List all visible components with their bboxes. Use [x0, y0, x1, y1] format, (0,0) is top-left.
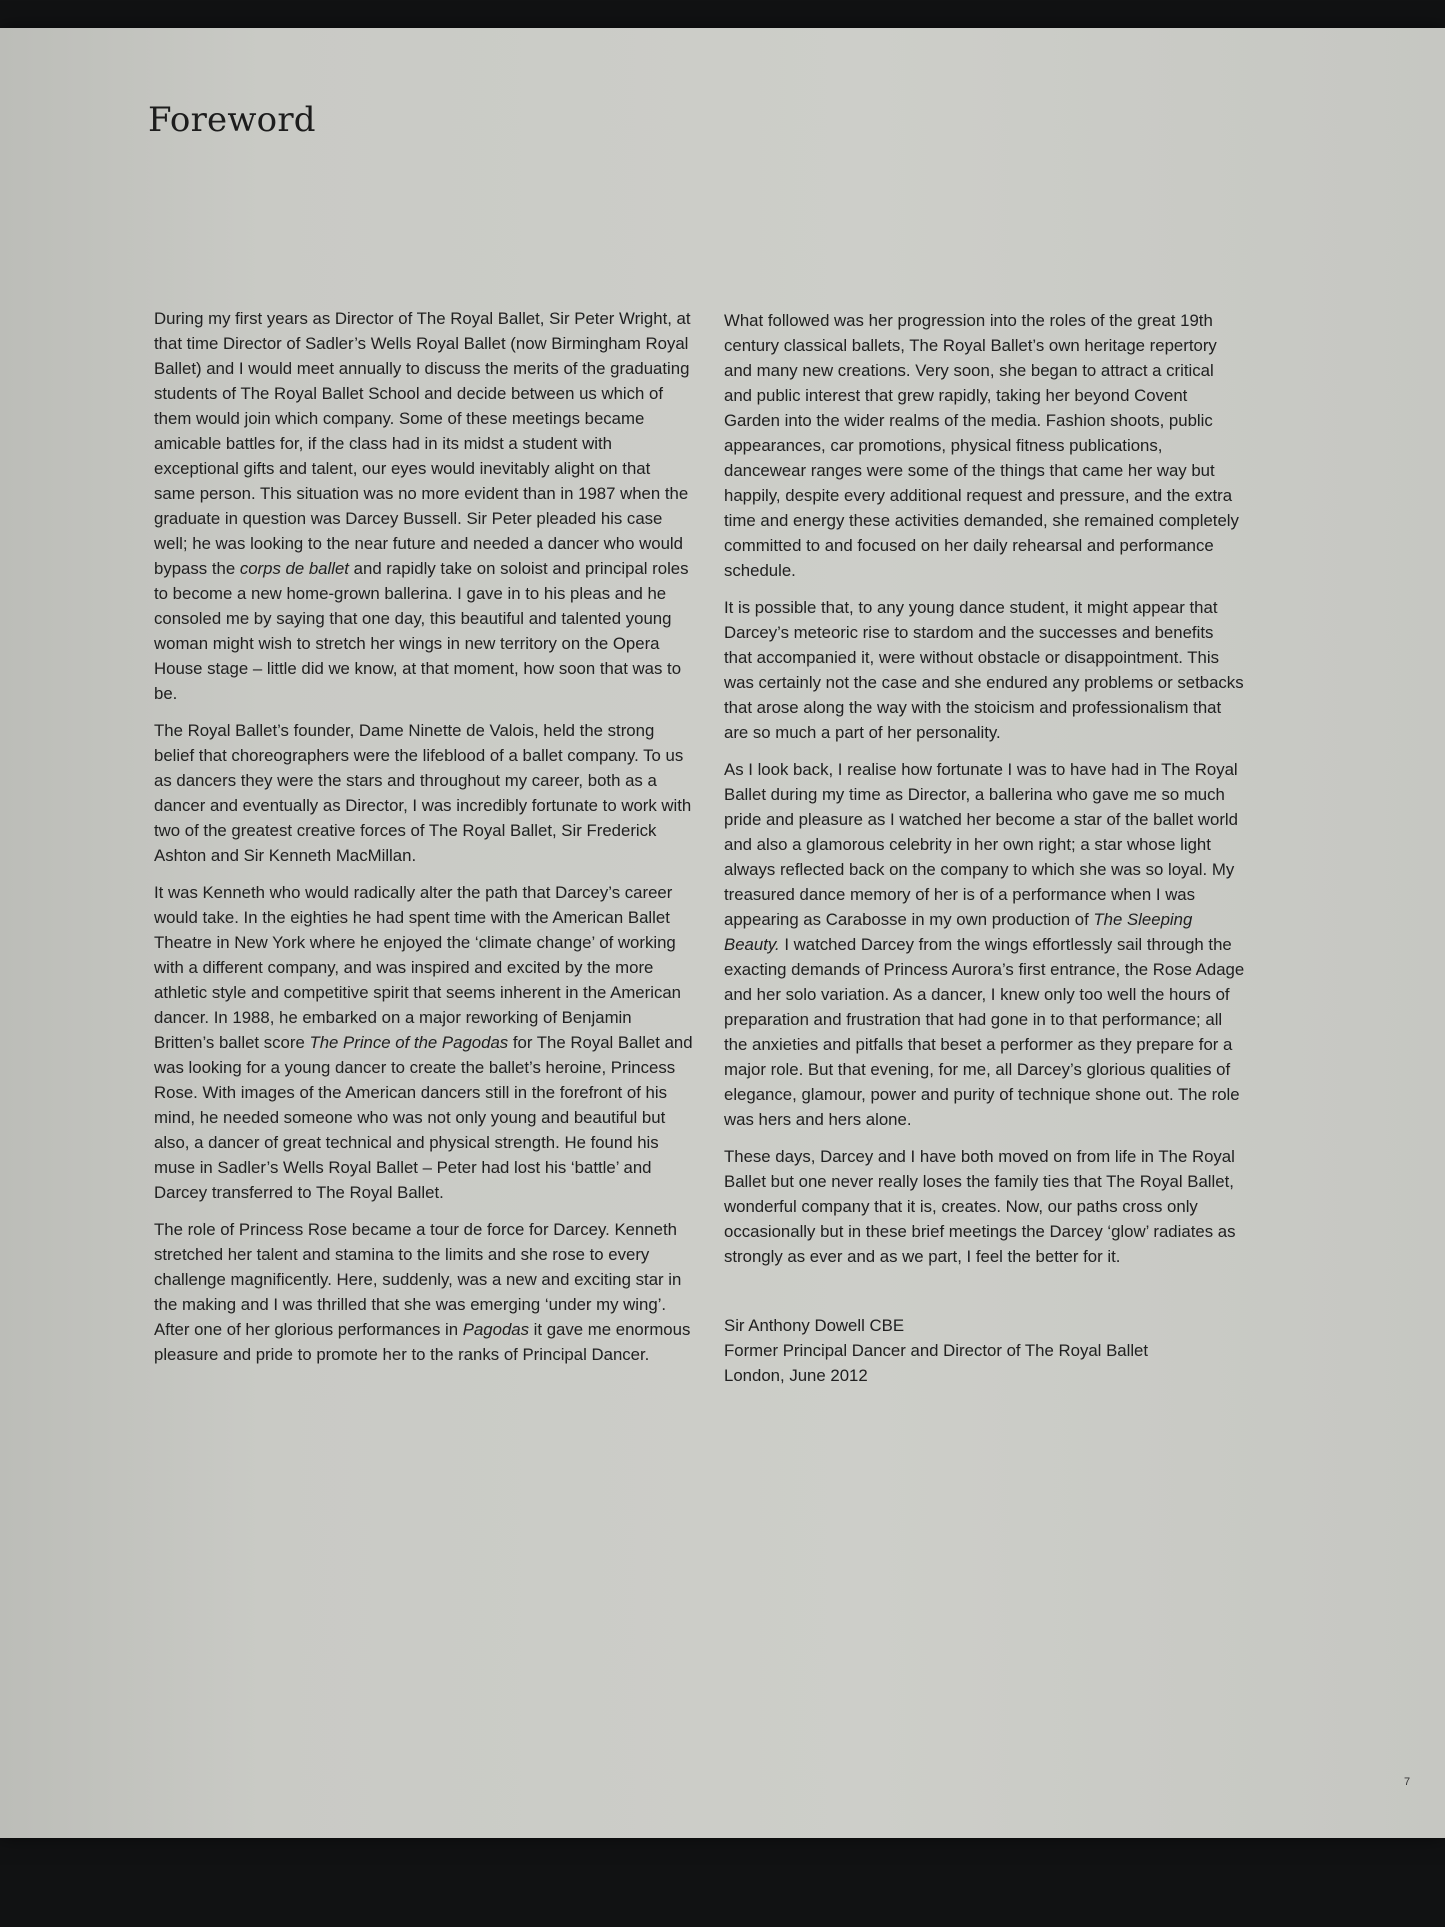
- paragraph: It is possible that, to any young dance student, it might appear that Darcey’s meteoric rise to stardom and the successes and benefits that accompanied it, were without obstacle or disappointment. This was certainly not the case and she endured any problems or setbacks that arose along the way with the stoicism and professionalism that are so much a part of her personality.: [724, 598, 1244, 742]
- page-title: Foreword: [148, 100, 316, 140]
- paragraph: The Royal Ballet’s founder, Dame Ninette de Valois, held the strong belief that choreographers were the lifeblood of a ballet company. To us as dancers they were the stars and throughout my career, both as a dancer and eventually as Director, I was incredibly fortunate to work with two of the greatest creative forces of The Royal Ballet, Sir Frederick Ashton and Sir Kenneth MacMillan.: [154, 721, 692, 865]
- italic-term: corps de ballet: [239, 559, 349, 578]
- paragraph: As I look back, I realise how fortunate I was to have had in The Royal Ballet during my time as Director, a ballerina who gave me so much pride and pleasure as I watched her become a star of the ballet world and also a glamorous celebrity in her own right; a star whose light always reflected back on the company to which she was so loyal. My treasured dance memory of her is of a performance when I was appearing as Carabosse in my own production of The Sleeping Beauty. I watched Darcey from the wings effortlessly sail through the exacting demands of Princess Aurora’s first entrance, the Rose Adage and her solo variation. As a dancer, I knew only too well the hours of preparation and frustration that had gone in to that performance; all the anxieties and pitfalls that beset a performer as they prepare for a major role. But that evening, for me, all Darcey’s glorious qualities of elegance, glamour, power and purity of technique shone out. The role was hers and hers alone.: [724, 760, 1245, 1129]
- place-date: London, June 2012: [724, 1366, 868, 1385]
- right-column: [724, 308, 1246, 1388]
- paragraph: It was Kenneth who would radically alter the path that Darcey’s career would take. In the eighties he had spent time with the American Ballet Theatre in New York where he enjoyed the ‘climate change’ of working with a different company, and was inspired and excited by the more athletic style and competitive spirit that seems inherent in the American dancer. In 1988, he embarked on a major reworking of Benjamin Britten’s ballet score The Prince of the Pagodas for The Royal Ballet and was looking for a young dancer to create the ballet’s heroine, Princess Rose. With images of the American dancers still in the forefront of his mind, he needed someone who was not only young and beautiful but also, a dancer of great technical and physical strength. He found his muse in Sadler’s Wells Royal Ballet – Peter had lost his ‘battle’ and Darcey transferred to The Royal Ballet.: [154, 883, 693, 1202]
- signature-block: [724, 1313, 1246, 1388]
- paragraph: The role of Princess Rose became a tour de force for Darcey. Kenneth stretched her talent and stamina to the limits and she rose to every challenge magnificently. Here, suddenly, was a new and exciting star in the making and I was thrilled that she was emerging ‘under my wing’. After one of her glorious performances in Pagodas it gave me enormous pleasure and pride to promote her to the ranks of Principal Dancer.: [154, 1220, 691, 1364]
- left-column: [154, 306, 694, 1379]
- italic-title: The Prince of the Pagodas: [309, 1033, 509, 1052]
- page-number: 7: [1404, 1776, 1411, 1788]
- paragraph: These days, Darcey and I have both moved on from life in The Royal Ballet but one never really loses the family ties that The Royal Ballet, wonderful company that it is, creates. Now, our paths cross only occasionally but in these brief meetings the Darcey ‘glow’ radiates as strongly as ever and as we part, I feel the better for it.: [724, 1147, 1236, 1266]
- document-page: [0, 28, 1445, 1838]
- paragraph: During my first years as Director of The Royal Ballet, Sir Peter Wright, at that time Director of Sadler’s Wells Royal Ballet (now Birmingham Royal Ballet) and I would meet annually to discuss the merits of the graduating students of The Royal Ballet School and decide between us which of them would join which company. Some of these meetings became amicable battles for, if the class had in its midst a student with exceptional gifts and talent, our eyes would inevitably alight on that same person. This situation was no more evident than in 1987 when the graduate in question was Darcey Bussell. Sir Peter pleaded his case well; he was looking to the near future and needed a dancer who would bypass the corps de ballet and rapidly take on soloist and principal roles to become a new home-grown ballerina. I gave in to his pleas and he consoled me by saying that one day, this beautiful and talented young woman might wish to stretch her wings in new territory on the Opera House stage – little did we know, at that moment, how soon that was to be.: [154, 309, 691, 703]
- paragraph: What followed was her progression into the roles of the great 19th century classical ballets, The Royal Ballet’s own heritage repertory and many new creations. Very soon, she began to attract a critical and public interest that grew rapidly, taking her beyond Covent Garden into the wider realms of the media. Fashion shoots, public appearances, car promotions, physical fitness publications, dancewear ranges were some of the things that came her way but happily, despite every additional request and pressure, and the extra time and energy these activities demanded, she remained completely committed to and focused on her daily rehearsal and performance schedule.: [724, 311, 1239, 580]
- italic-title: The Sleeping Beauty.: [724, 910, 1193, 954]
- author-role: Former Principal Dancer and Director of The Royal Ballet: [724, 1341, 1149, 1360]
- italic-title: Pagodas: [462, 1320, 529, 1339]
- author-name: Sir Anthony Dowell CBE: [724, 1316, 905, 1335]
